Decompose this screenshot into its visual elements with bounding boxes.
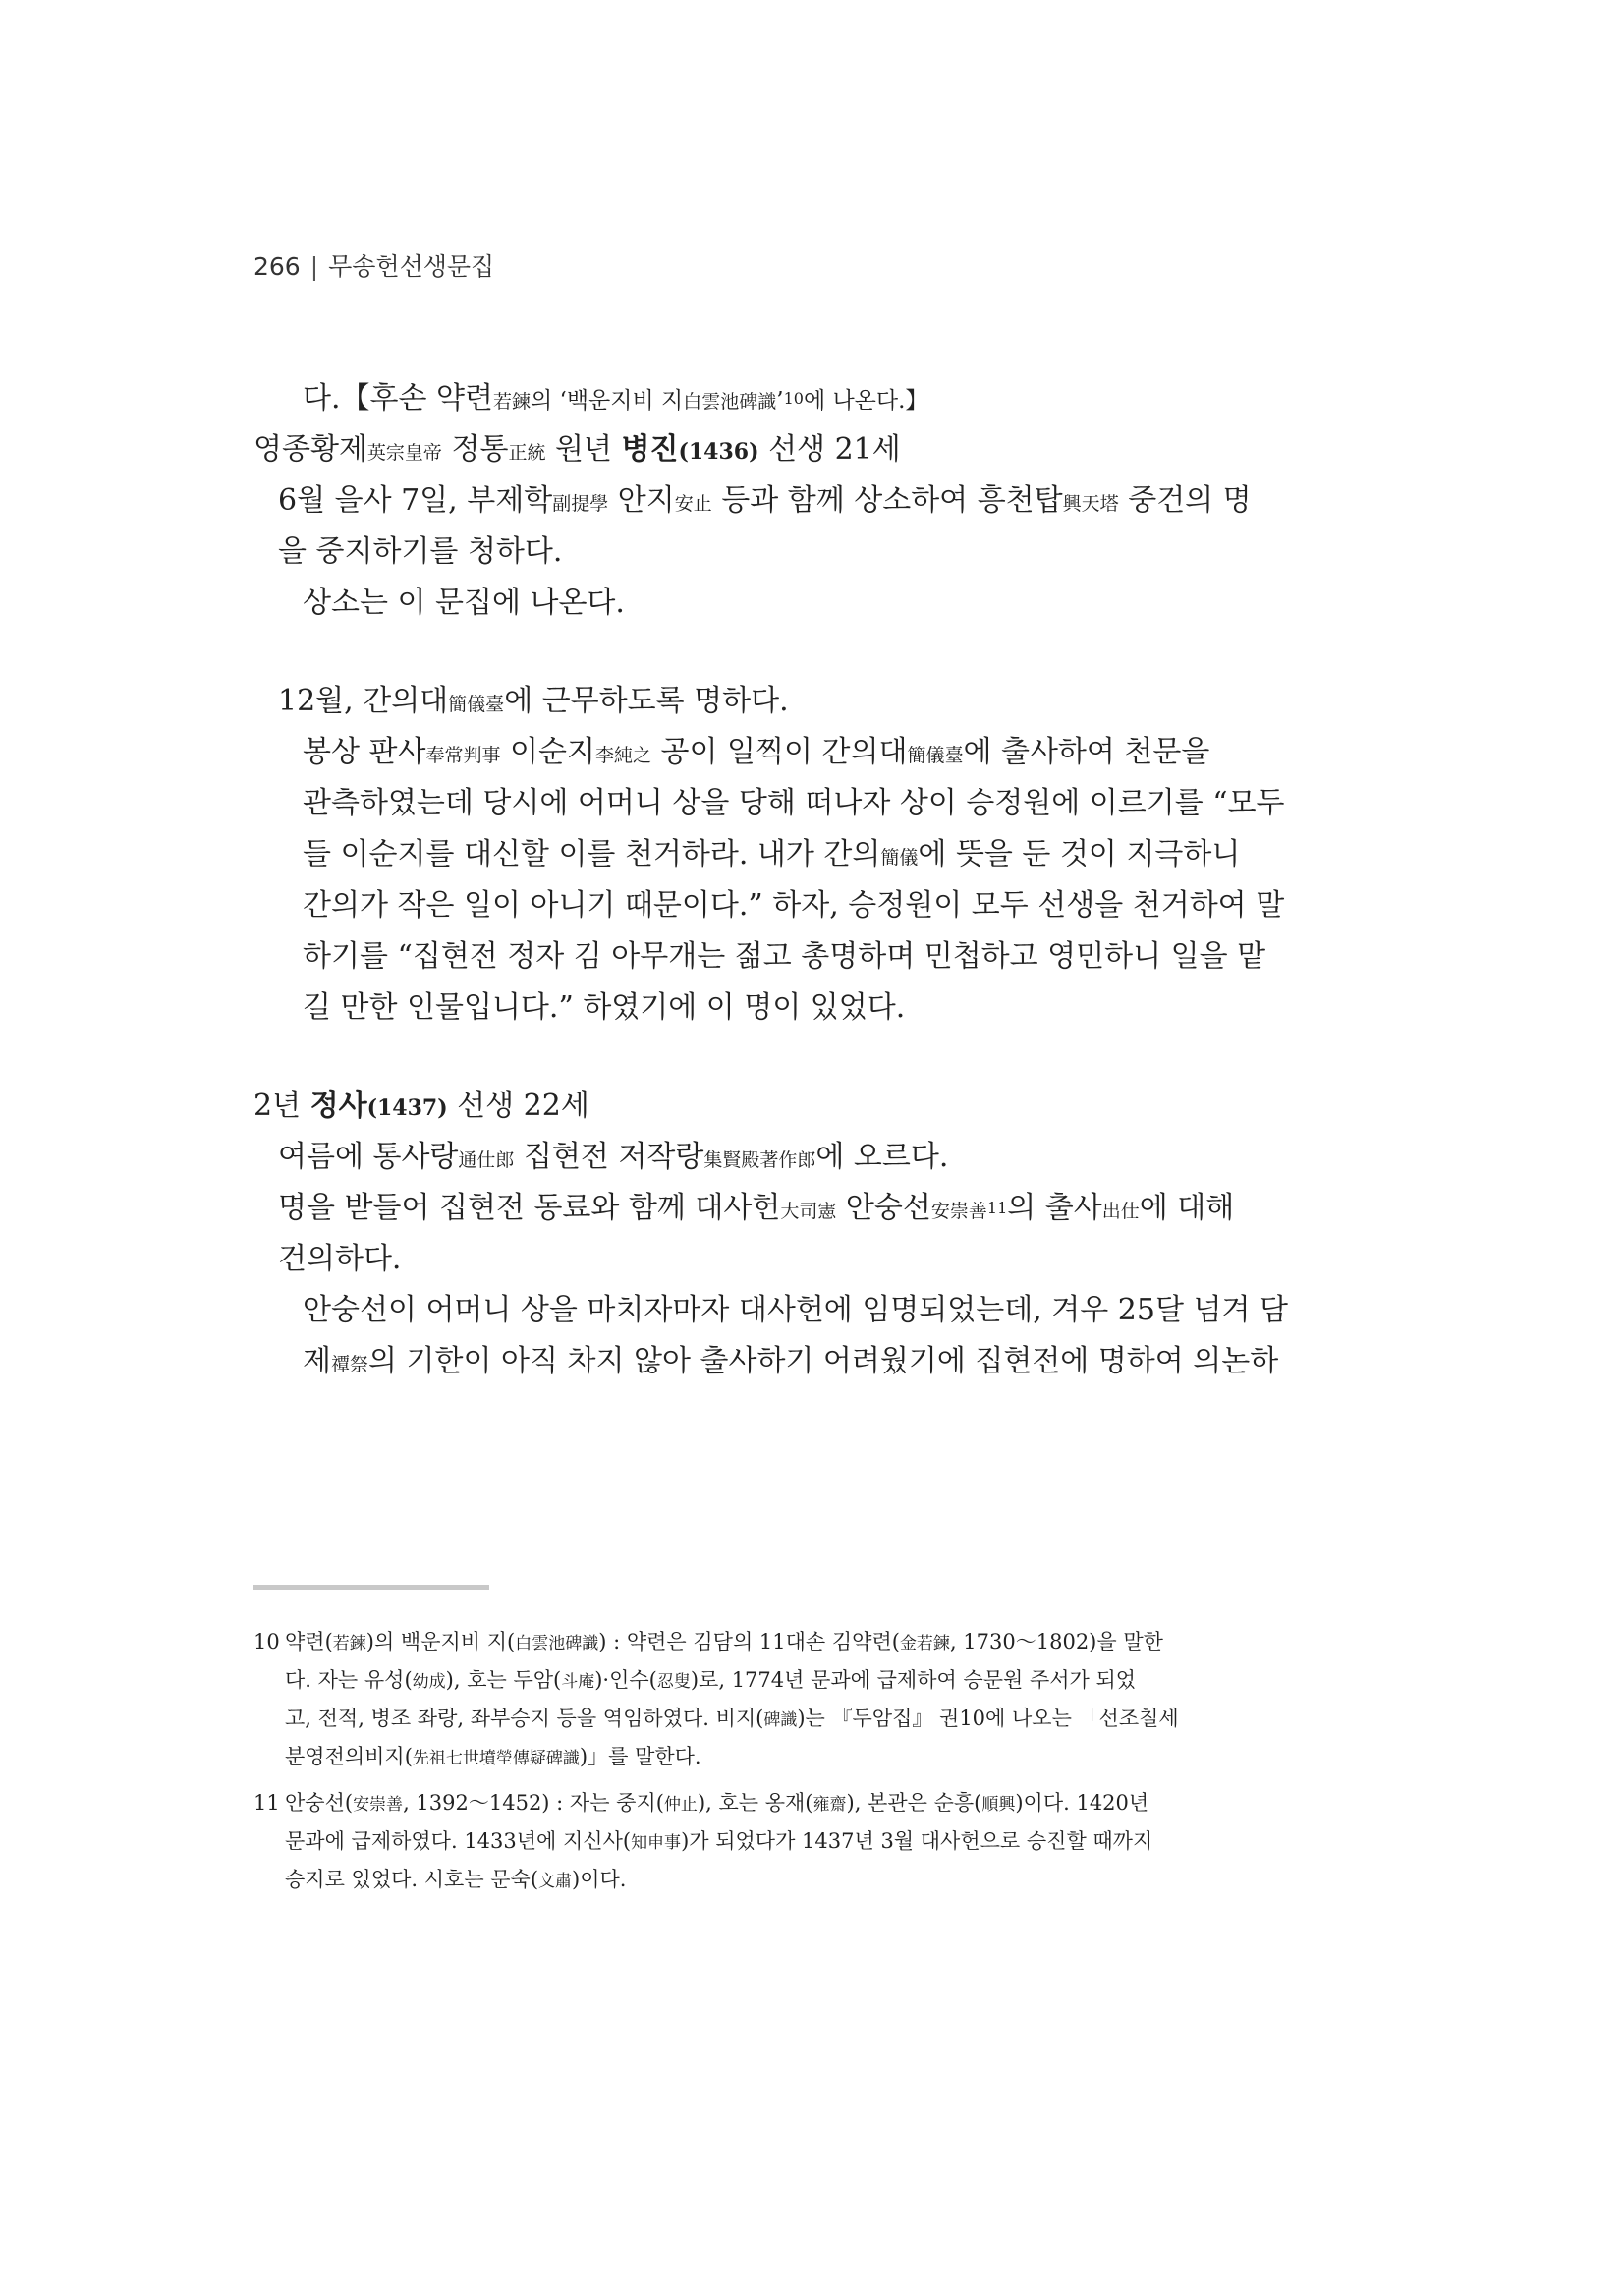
text-line: 다.【후손 약련若鍊의 ‘백운지비 지白雲池碑識’$^{10}$에 나온다.】 [303,381,928,416]
text-line: 하기를 “집현전 정자 김 아무개는 젊고 총명하며 민첩하고 영민하니 일을 맡 [303,939,1266,974]
text-line: 제禫祭의 기한이 아직 차지 않아 출사하기 어려웠기에 집현전에 명하여 의논하 [303,1344,1279,1378]
text-line: 여름에 통사랑通仕郎 집현전 저작랑集賢殿著作郎에 오르다. [278,1140,949,1174]
footnote-line: 분영전의비지(先祖七世墳塋傳疑碑識)」를 말한다. [285,1745,701,1768]
text-line: 명을 받들어 집현전 동료와 함께 대사헌大司憲 안숭선安崇善$^{11}$의 출사出仕에 대해 [278,1191,1235,1225]
text-line: 안숭선이 어머니 상을 마치자마자 대사헌에 임명되었는데, 겨우 25달 넘겨 담 [303,1293,1288,1327]
footnote-10: 10 약련(若鍊)의 백운지비 지(白雲池碑識) : 약련은 김담의 11대손 김약련(金若鍊, 1730～1802)을 말한 [253,1630,1163,1653]
text-line: 12월, 간의대簡儀臺에 근무하도록 명하다. [278,684,789,718]
text-line: 6월 을사 7일, 부제학副提學 안지安止 등과 함께 상소하여 흥천탑興天塔 중건의 명 [278,483,1252,518]
footnote-line: 승지로 있었다. 시호는 문숙(文肅)이다. [285,1868,627,1891]
text-line: 을 중지하기를 청하다. [278,534,563,569]
text-line: 봉상 판사奉常判事 이순지李純之 공이 일찍이 간의대簡儀臺에 출사하여 천문을 [303,735,1210,769]
text-line: 간의가 작은 일이 아니기 때문이다.” 하자, 승정원이 모두 선생을 천거하여 말 [303,888,1285,923]
page-number: 266 [253,252,301,281]
year-heading-1436: 영종황제英宗皇帝 정통正統 원년 병진(1436) 선생 21세 [253,432,901,467]
footnote-ref-10[interactable]: 10 [783,389,804,408]
footnote-line: 고, 전적, 병조 좌랑, 좌부승지 등을 역임하였다. 비지(碑識)는 『두암집』 권10에 나오는 「선조칠세 [285,1707,1179,1730]
text-line: 들 이순지를 대신할 이를 천거하라. 내가 간의簡儀에 뜻을 둔 것이 지극하니 [303,837,1241,871]
text-line: 상소는 이 문집에 나온다. [303,586,625,620]
book-title: 무송헌선생문집 [328,252,495,281]
text-line: 건의하다. [278,1242,402,1276]
footnote-ref-11[interactable]: 11 [986,1199,1008,1217]
text-line: 길 만한 인물입니다.” 하였기에 이 명이 있었다. [303,990,906,1025]
header-separator: | [309,252,319,281]
footnote-11: 11 안숭선(安崇善, 1392～1452) : 자는 중지(仲止), 호는 옹재(雍齋), 본관은 순흥(順興)이다. 1420년 [253,1791,1149,1815]
running-header [253,248,494,283]
footnote-divider [253,1585,489,1590]
text-line: 관측하였는데 당시에 어머니 상을 당해 떠나자 상이 승정원에 이르기를 “모두 [303,786,1285,820]
year-heading-1437: 2년 정사(1437) 선생 22세 [253,1089,589,1123]
footnote-line: 문과에 급제하였다. 1433년에 지신사(知申事)가 되었다가 1437년 3월 대사헌으로 승진할 때까지 [285,1829,1153,1853]
footnote-line: 다. 자는 유성(幼成), 호는 두암(斗庵)·인수(忍叟)로, 1774년 문과에 급제하여 승문원 주서가 되었 [285,1668,1137,1692]
